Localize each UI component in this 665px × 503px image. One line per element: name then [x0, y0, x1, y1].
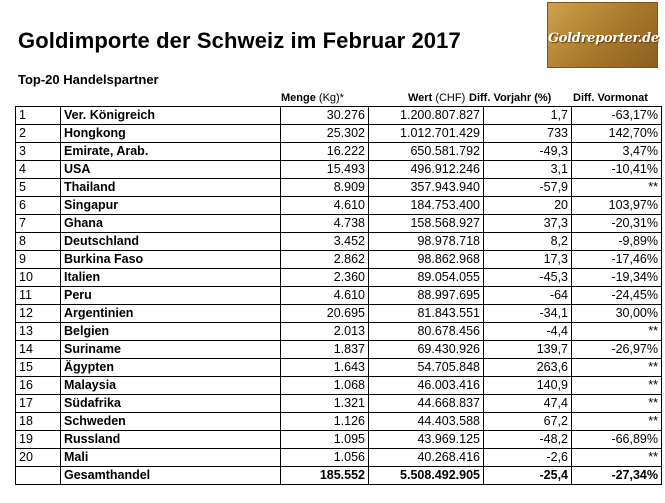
rank-cell: 17 — [16, 395, 61, 413]
country-cell: Emirate, Arab. — [61, 143, 281, 161]
menge-cell: 1.068 — [281, 377, 369, 395]
vormonat-cell: -10,41% — [572, 161, 662, 179]
vorjahr-cell: 139,7 — [484, 341, 572, 359]
vormonat-cell: -9,89% — [572, 233, 662, 251]
vormonat-cell: ** — [572, 179, 662, 197]
rank-cell: 19 — [16, 431, 61, 449]
menge-cell: 16.222 — [281, 143, 369, 161]
menge-cell: 1.643 — [281, 359, 369, 377]
column-header-vorjahr: Diff. Vorjahr (%) — [469, 92, 552, 104]
table-subtitle: Top-20 Handelspartner — [18, 72, 159, 87]
country-cell: Russland — [61, 431, 281, 449]
country-cell: Thailand — [61, 179, 281, 197]
table-row — [16, 305, 662, 323]
vormonat-cell: ** — [572, 359, 662, 377]
vormonat-cell: 142,70% — [572, 125, 662, 143]
table-row — [16, 197, 662, 215]
total-vormonat-cell: -27,34% — [572, 467, 662, 485]
menge-cell: 1.126 — [281, 413, 369, 431]
vormonat-cell: -66,89% — [572, 431, 662, 449]
total-rank-cell — [16, 467, 61, 485]
menge-cell: 4.738 — [281, 215, 369, 233]
rank-cell: 12 — [16, 305, 61, 323]
vormonat-cell: 30,00% — [572, 305, 662, 323]
table-row — [16, 431, 662, 449]
trade-partner-table — [15, 106, 662, 485]
menge-cell: 2.862 — [281, 251, 369, 269]
rank-cell: 15 — [16, 359, 61, 377]
menge-cell: 8.909 — [281, 179, 369, 197]
menge-cell: 30.276 — [281, 107, 369, 125]
wert-cell: 43.969.125 — [369, 431, 484, 449]
vorjahr-cell: 733 — [484, 125, 572, 143]
wert-cell: 80.678.456 — [369, 323, 484, 341]
vorjahr-cell: 37,3 — [484, 215, 572, 233]
table-row — [16, 233, 662, 251]
table-row — [16, 341, 662, 359]
country-cell: Schweden — [61, 413, 281, 431]
rank-cell: 16 — [16, 377, 61, 395]
vorjahr-cell: -49,3 — [484, 143, 572, 161]
wert-cell: 98.862.968 — [369, 251, 484, 269]
goldreporter-logo — [547, 2, 658, 68]
country-cell: Argentinien — [61, 305, 281, 323]
menge-cell: 2.360 — [281, 269, 369, 287]
column-header-vormonat: Diff. Vormonat — [573, 92, 648, 104]
rank-cell: 7 — [16, 215, 61, 233]
vormonat-cell: -24,45% — [572, 287, 662, 305]
rank-cell: 6 — [16, 197, 61, 215]
menge-cell: 4.610 — [281, 197, 369, 215]
column-header-menge-label: Menge — [281, 92, 316, 104]
wert-cell: 357.943.940 — [369, 179, 484, 197]
table-row — [16, 161, 662, 179]
wert-cell: 46.003.416 — [369, 377, 484, 395]
table-row — [16, 125, 662, 143]
total-country-cell: Gesamthandel — [61, 467, 281, 485]
country-cell: USA — [61, 161, 281, 179]
vormonat-cell: -63,17% — [572, 107, 662, 125]
table-row — [16, 251, 662, 269]
vorjahr-cell: 140,9 — [484, 377, 572, 395]
wert-cell: 54.705.848 — [369, 359, 484, 377]
menge-cell: 15.493 — [281, 161, 369, 179]
table-row — [16, 179, 662, 197]
logo-text: Goldreporter.de — [548, 31, 659, 46]
table-row — [16, 107, 662, 125]
country-cell: Ägypten — [61, 359, 281, 377]
rank-cell: 11 — [16, 287, 61, 305]
country-cell: Mali — [61, 449, 281, 467]
total-vorjahr-cell: -25,4 — [484, 467, 572, 485]
vormonat-cell: 3,47% — [572, 143, 662, 161]
vorjahr-cell: 47,4 — [484, 395, 572, 413]
menge-cell: 1.837 — [281, 341, 369, 359]
table-total-row — [16, 467, 662, 485]
table-row — [16, 359, 662, 377]
vormonat-cell: -20,31% — [572, 215, 662, 233]
vormonat-cell: ** — [572, 449, 662, 467]
table-row — [16, 413, 662, 431]
table-row — [16, 395, 662, 413]
vorjahr-cell: 17,3 — [484, 251, 572, 269]
vormonat-cell: 103,97% — [572, 197, 662, 215]
vorjahr-cell: 67,2 — [484, 413, 572, 431]
wert-cell: 44.403.588 — [369, 413, 484, 431]
vorjahr-cell: 1,7 — [484, 107, 572, 125]
table-body — [16, 107, 662, 485]
wert-cell: 184.753.400 — [369, 197, 484, 215]
total-wert-cell: 5.508.492.905 — [369, 467, 484, 485]
rank-cell: 14 — [16, 341, 61, 359]
country-cell: Deutschland — [61, 233, 281, 251]
total-menge-cell: 185.552 — [281, 467, 369, 485]
column-header-menge — [281, 92, 344, 104]
vorjahr-cell: 8,2 — [484, 233, 572, 251]
table-row — [16, 287, 662, 305]
rank-cell: 4 — [16, 161, 61, 179]
wert-cell: 496.912.246 — [369, 161, 484, 179]
column-header-wert — [408, 92, 465, 104]
country-cell: Ghana — [61, 215, 281, 233]
table-row — [16, 215, 662, 233]
vorjahr-cell: 20 — [484, 197, 572, 215]
country-cell: Malaysia — [61, 377, 281, 395]
rank-cell: 10 — [16, 269, 61, 287]
country-cell: Südafrika — [61, 395, 281, 413]
vorjahr-cell: -48,2 — [484, 431, 572, 449]
country-cell: Italien — [61, 269, 281, 287]
rank-cell: 2 — [16, 125, 61, 143]
vorjahr-cell: 3,1 — [484, 161, 572, 179]
vormonat-cell: -17,46% — [572, 251, 662, 269]
menge-cell: 4.610 — [281, 287, 369, 305]
country-cell: Belgien — [61, 323, 281, 341]
vormonat-cell: ** — [572, 377, 662, 395]
wert-cell: 40.268.416 — [369, 449, 484, 467]
menge-cell: 3.452 — [281, 233, 369, 251]
wert-cell: 81.843.551 — [369, 305, 484, 323]
wert-cell: 1.200.807.827 — [369, 107, 484, 125]
column-header-wert-label: Wert — [408, 92, 433, 104]
rank-cell: 3 — [16, 143, 61, 161]
vorjahr-cell: -34,1 — [484, 305, 572, 323]
wert-cell: 158.568.927 — [369, 215, 484, 233]
rank-cell: 18 — [16, 413, 61, 431]
vorjahr-cell: -45,3 — [484, 269, 572, 287]
page-title: Goldimporte der Schweiz im Februar 2017 — [18, 28, 461, 53]
country-cell: Singapur — [61, 197, 281, 215]
country-cell: Ver. Königreich — [61, 107, 281, 125]
column-header-menge-unit: (Kg)* — [318, 92, 344, 104]
vormonat-cell: ** — [572, 323, 662, 341]
vormonat-cell: ** — [572, 395, 662, 413]
vormonat-cell: ** — [572, 413, 662, 431]
wert-cell: 98.978.718 — [369, 233, 484, 251]
vorjahr-cell: -64 — [484, 287, 572, 305]
country-cell: Peru — [61, 287, 281, 305]
vormonat-cell: -19,34% — [572, 269, 662, 287]
rank-cell: 9 — [16, 251, 61, 269]
table-row — [16, 269, 662, 287]
menge-cell: 1.056 — [281, 449, 369, 467]
vormonat-cell: -26,97% — [572, 341, 662, 359]
menge-cell: 20.695 — [281, 305, 369, 323]
vorjahr-cell: -4,4 — [484, 323, 572, 341]
country-cell: Suriname — [61, 341, 281, 359]
table-row — [16, 143, 662, 161]
vorjahr-cell: -2,6 — [484, 449, 572, 467]
wert-cell: 1.012.701.429 — [369, 125, 484, 143]
wert-cell: 650.581.792 — [369, 143, 484, 161]
column-header-wert-unit: (CHF) — [435, 92, 466, 104]
country-cell: Hongkong — [61, 125, 281, 143]
table-row — [16, 323, 662, 341]
wert-cell: 44.668.837 — [369, 395, 484, 413]
rank-cell: 13 — [16, 323, 61, 341]
wert-cell: 89.054.055 — [369, 269, 484, 287]
vorjahr-cell: -57,9 — [484, 179, 572, 197]
table-row — [16, 377, 662, 395]
menge-cell: 25.302 — [281, 125, 369, 143]
menge-cell: 1.095 — [281, 431, 369, 449]
wert-cell: 88.997.695 — [369, 287, 484, 305]
rank-cell: 5 — [16, 179, 61, 197]
wert-cell: 69.430.926 — [369, 341, 484, 359]
country-cell: Burkina Faso — [61, 251, 281, 269]
rank-cell: 20 — [16, 449, 61, 467]
menge-cell: 1.321 — [281, 395, 369, 413]
menge-cell: 2.013 — [281, 323, 369, 341]
table-row — [16, 449, 662, 467]
rank-cell: 8 — [16, 233, 61, 251]
vorjahr-cell: 263,6 — [484, 359, 572, 377]
rank-cell: 1 — [16, 107, 61, 125]
